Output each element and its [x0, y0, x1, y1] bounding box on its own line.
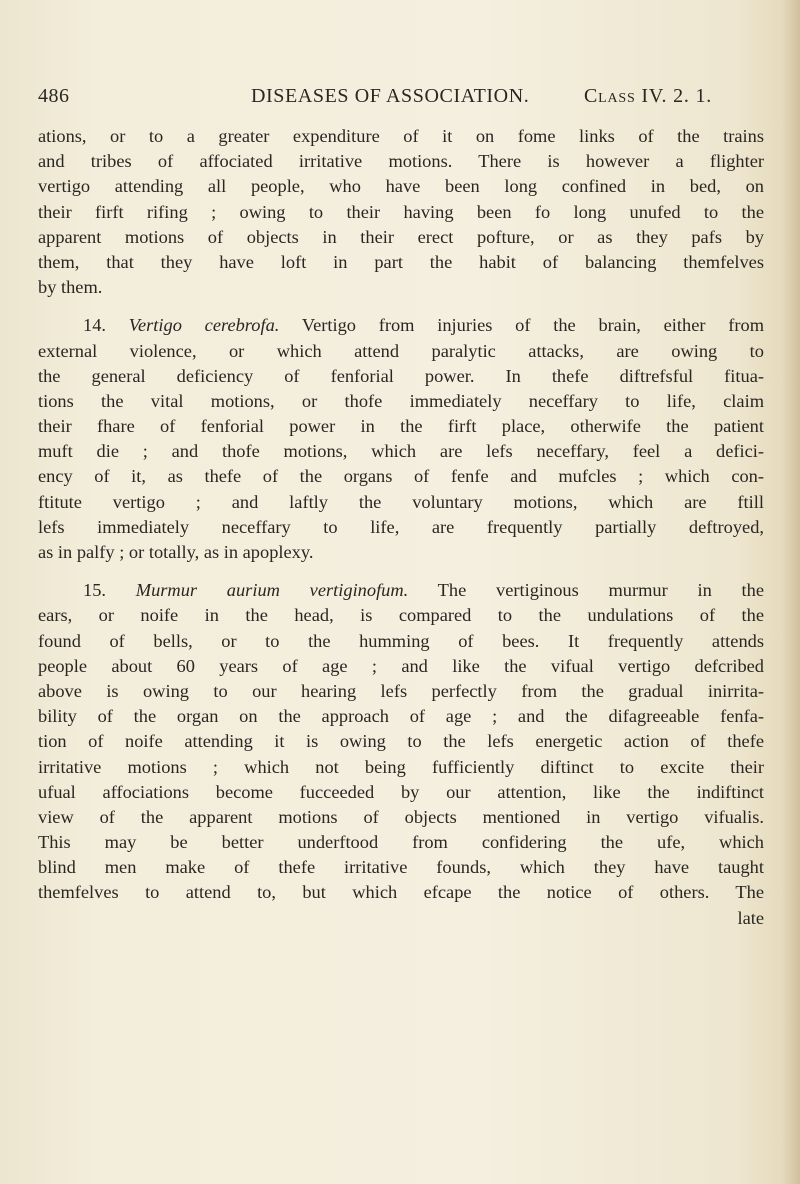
- text-line: lefs immediately neceffary to life, are frequently partially deftroyed,: [38, 516, 764, 537]
- paragraph-2-first-line: [38, 313, 764, 338]
- text-line: people about 60 years of age ; and like the vifual vertigo defcribed: [38, 655, 764, 676]
- page-number: 486: [38, 85, 70, 107]
- body-text: [38, 124, 764, 931]
- text-line: blind men make of thefe irritative founds, which they have taught: [38, 857, 764, 878]
- running-title: DISEASES OF ASSOCIATION.: [251, 85, 530, 107]
- section-number: 15.: [83, 580, 106, 601]
- text-line: muft die ; and thofe motions, which are lefs neceffary, feel a defici-: [38, 441, 764, 462]
- page-header: [38, 85, 764, 117]
- text-line: external violence, or which attend paralytic attacks, are owing to: [38, 340, 764, 361]
- section-number: 14.: [83, 315, 106, 336]
- catchword: late: [737, 907, 764, 928]
- text-line: vertigo attending all people, who have been long confined in bed, on: [38, 176, 764, 197]
- text-line: bility of the organ on the approach of age ; and the difagreeable fenfa-: [38, 706, 764, 727]
- text-line: found of bells, or to the humming of bees. It frequently attends: [38, 630, 764, 651]
- text-line: their firft rifing ; owing to their having been fo long unufed to the: [38, 201, 764, 222]
- text-line: them, that they have loft in part the habit of balancing themfelves: [38, 251, 764, 272]
- paragraph-3-first-line: [38, 578, 764, 603]
- text-line: ftitute vertigo ; and laftly the voluntary motions, which are ftill: [38, 491, 764, 512]
- text-line: and tribes of affociated irritative motions. There is however a flighter: [38, 151, 764, 172]
- text-line: the general deficiency of fenforial power. In thefe diftrefsful fitua-: [38, 365, 764, 386]
- page-edge-shadow: [782, 0, 800, 1184]
- text-line: ufual affociations become fucceeded by our attention, like the indiftinct: [38, 781, 764, 802]
- section-title: Murmur aurium vertiginofum.: [135, 580, 409, 601]
- text-line: view of the apparent motions of objects mentioned in vertigo vifualis.: [38, 806, 764, 827]
- text-line: tions the vital motions, or thofe immediately neceffary to life, claim: [38, 390, 764, 411]
- paragraph-1: [38, 124, 764, 300]
- text-line: This may be better underftood from confidering the ufe, which: [38, 832, 764, 853]
- paragraph-3: [38, 578, 764, 905]
- text-line: tion of noife attending it is owing to the lefs energetic action of thefe: [38, 731, 764, 752]
- text-line: themfelves to attend to, but which efcape the notice of others. The: [38, 882, 764, 903]
- first-line-text: The vertiginous murmur in the: [437, 580, 764, 601]
- text-line: by them.: [38, 277, 103, 298]
- paragraph-2: [38, 313, 764, 565]
- text-line: ency of it, as thefe of the organs of fenfe and mufcles ; which con-: [38, 466, 764, 487]
- class-reference: Class IV. 2. 1.: [584, 85, 713, 107]
- section-title: Vertigo cerebrofa.: [128, 315, 280, 336]
- text-line: their fhare of fenforial power in the firft place, otherwife the patient: [38, 416, 764, 437]
- text-line: ations, or to a greater expenditure of it on fome links of the trains: [38, 126, 764, 146]
- text-line: ears, or noife in the head, is compared to the undulations of the: [38, 605, 764, 626]
- first-line-text: Vertigo from injuries of the brain, either from: [301, 315, 764, 336]
- text-line: above is owing to our hearing lefs perfectly from the gradual inirrita-: [38, 680, 764, 701]
- text-line: apparent motions of objects in their erect pofture, or as they pafs by: [38, 226, 764, 247]
- text-line: as in palfy ; or totally, as in apoplexy.: [38, 542, 314, 562]
- text-line: irritative motions ; which not being fufficiently diftinct to excite their: [38, 756, 764, 777]
